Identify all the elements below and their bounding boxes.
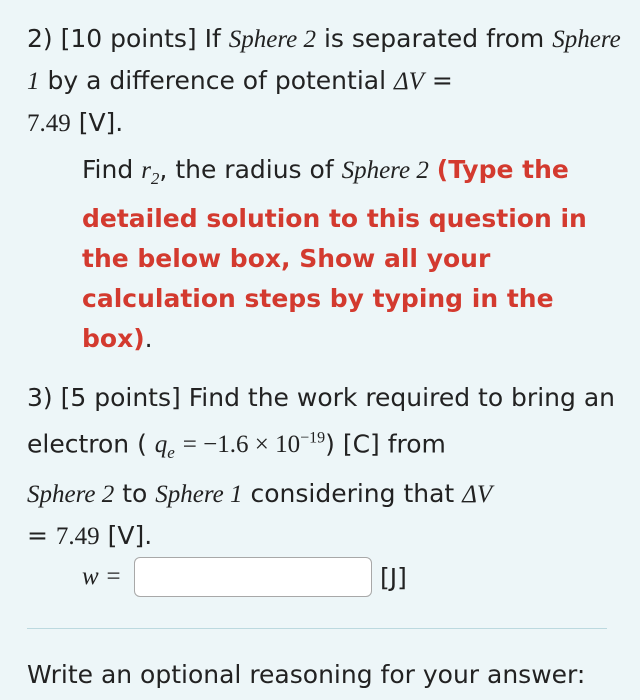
sphere-1-term: Sphere 1: [27, 26, 621, 95]
charge-symbol: $q_e$: [154, 431, 175, 463]
divider: [27, 628, 607, 629]
delta-v-symbol: ΔV: [462, 481, 493, 509]
optional-reasoning-label: Write an optional reasoning for your answer:: [27, 660, 586, 689]
delta-v-symbol: ΔV: [393, 68, 424, 95]
work-answer-row: [82, 555, 407, 599]
question-2: 2) [10 points] If Sphere 2 is separated from Sphere 1 by a difference of potential ΔV = 7.49 [V].: [27, 24, 621, 137]
q2-number: 2): [27, 24, 53, 53]
potential-unit: [V].: [107, 521, 153, 551]
q3-points: [5 points]: [60, 383, 181, 412]
sphere-2-term: Sphere 2: [341, 157, 429, 184]
sphere-2-term: Sphere 2: [27, 481, 115, 509]
q2-points: [10 points]: [60, 24, 197, 53]
work-unit: [J]: [380, 562, 407, 592]
work-answer-input[interactable]: [134, 557, 372, 597]
potential-unit: [V].: [78, 108, 124, 137]
charge-value: = $-1.6 \times 10^{-19}$: [182, 430, 326, 459]
sphere-1-term: Sphere 1: [155, 481, 243, 509]
radius-symbol: $r_2$: [141, 157, 160, 188]
q2-find-prompt: Find $r_2$, the radius of Sphere 2 (Type the detailed solution to this question in the below box, Show all your calculation steps by typing in the box).: [82, 155, 587, 353]
work-label: w =: [82, 563, 122, 590]
potential-value: 7.49: [55, 523, 100, 551]
q3-number: 3): [27, 383, 53, 412]
question-3: 3) [5 points] Find the work required to bring an electron ( $q_e = -1.6 \times 10^{-19}$) [C] from Sphere 2 to Sphere 1 considering that ΔV = 7.49 [V].: [27, 383, 615, 551]
instruction-red-text: (Type the detailed solution to this question in the below box, Show all your calculation steps by typing in the box): [82, 155, 587, 353]
sphere-2-term: Sphere 2: [228, 26, 317, 53]
potential-value: 7.49: [27, 110, 71, 137]
